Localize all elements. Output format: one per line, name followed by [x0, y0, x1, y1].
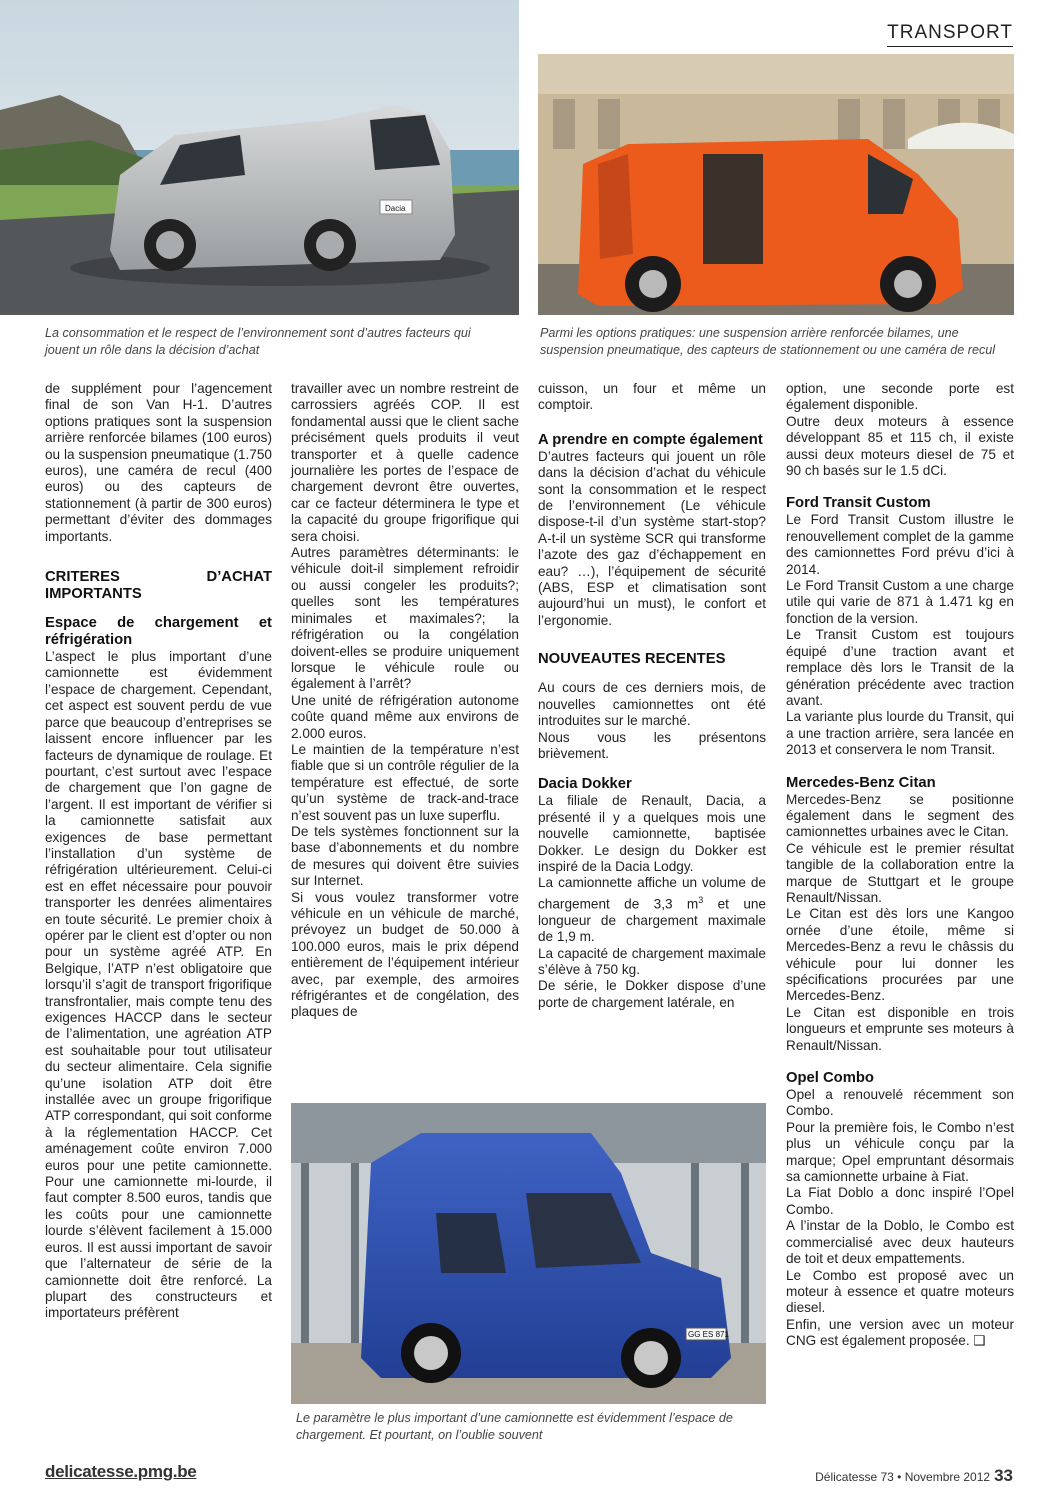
photo-dacia-dokker — [0, 0, 519, 315]
caption-photo1: La consommation et le respect de l’environnement sont d’autres facteurs qui jouent un rôle dans la décision d’achat — [45, 326, 471, 357]
subheading-prendre: A prendre en compte également — [538, 431, 763, 448]
column-1 — [45, 381, 272, 1322]
footer-issue — [815, 1466, 1013, 1486]
paragraph — [786, 1317, 1014, 1350]
paragraph: Au cours de ces derniers mois, de nouvelles camionnettes ont été introduites sur le marché. — [538, 680, 766, 729]
paragraph: L’aspect le plus important d’une camionnette est évidemment l’espace de chargement. Cependant, cet aspect est souvent perdu de vue parce que beaucoup d’entreprises se laissent encore influencer par les facteurs de dynamique de roulage. Et pourtant, c’est surtout avec l’espace de chargement que l’on gagne de l’argent. Il est important de vérifier si la camionnette satisfait aux exigences de base permettant l’installation d’un système de réfrigération ultérieurement. Celui-ci est en effet nécessaire pour pouvoir transporter les denrées alimentaires en toute sécurité. Le premier choix à opérer par le client est d’opter ou non pour un système agréé ATP. En Belgique, l’ATP n’est obligatoire que lorsqu’il s’agit de transport frigorifique transfrontalier, mais compte tenu des exigences HACCP dans le secteur de l’alimentation, une agréation ATP est souhaitable pour tout utilisateur du secteur alimentaire. Cela signifie qu’une isolation ATP doit être installée avec un groupe frigorifique ATP correspondant, qui soit conforme à la réglementation HACCP. Cet aménagement coûte environ 7.000 euros pour une petite camionnette. Pour une camionnette mi-lourde, il faut compter 8.500 euros, tandis que les coûts pour une camionnette lourde s’élèvent facilement à 15.000 euros. Il est aussi important de savoir que l’alternateur de série de la camionnette doit être renforcé. La plupart des constructeurs et importateurs préfèrent — [45, 649, 272, 1321]
subheading-ford: Ford Transit Custom — [786, 495, 931, 512]
caption-photo2: Parmi les options pratiques: une suspension arrière renforcée bilames, une suspension pneumatique, des capteurs de stationnement ou une caméra de recul — [540, 326, 996, 357]
column-4 — [786, 381, 1014, 1350]
paragraph: Le Citan est disponible en trois longueurs et emprunte ses moteurs à Renault/Nissan. — [786, 1004, 1014, 1053]
paragraph: Autres paramètres déterminants: le véhicule doit-il simplement refroidir ou aussi congeler les produits?; quelles sont les températures minimales et maximales?; la réfrigération ou la congélation doivent-elles se produire uniquement lorsque le véhicule roule ou également à l’arrêt? — [291, 545, 519, 692]
subheading-espace: Espace de chargement et réfrigération — [45, 615, 272, 649]
paragraph: de supplément pour l’agencement final de son Van H-1. D’autres options pratiques sont la suspension arrière renforcée bilames (100 euros) ou la suspension pneumatique (1.750 euros), une caméra de recul (400 euros) ou des capteurs de stationnement (à partir de 300 euros) permettant d’éviter des dommages importants. — [45, 381, 272, 544]
paragraph: cuisson, un four et même un comptoir. — [538, 381, 766, 413]
subheading-opel: Opel Combo — [786, 1070, 874, 1087]
paragraph: La variante plus lourde du Transit, qui a une traction arrière, sera lancée en 2013 et conservera le nom Transit. — [786, 709, 1014, 758]
van-illustration — [0, 0, 519, 315]
paragraph: Le Citan est dès lors une Kangoo ornée d’une étoile, même si Mercedes-Benz a revu le châssis du véhicule pour lui donner les spécifications procurées par une Mercedes-Benz. — [786, 906, 1014, 1004]
paragraph: Le Transit Custom est toujours équipé d’une traction avant et remplace dès lors le Transit de la génération précédente avec traction avant. — [786, 627, 1014, 708]
subheading-dacia: Dacia Dokker — [538, 776, 632, 793]
paragraph: D’autres facteurs qui jouent un rôle dans la décision d’achat du véhicule sont la consommation et le respect de l’environnement (Le véhicule dispose-t-il d’un système start-stop? A-t-il un système SCR qui transforme l’azote des gaz d’échappement en eau? …), l’équipement de sécurité (ABS, ESP et climatisation sont aujourd’hui un must), le confort et l’ergonomie. — [538, 448, 766, 628]
van-market-illustration — [538, 54, 1014, 315]
text-span: La camionnette affiche un volume de chargement de 3,3 m — [538, 875, 766, 912]
page-number: 33 — [994, 1466, 1013, 1485]
paragraph: Nous vous les présentons brièvement. — [538, 729, 766, 761]
paragraph: Si vous voulez transformer votre véhicule en un véhicule de marché, prévoyez un budget de 50.000 à 100.000 euros, mais le prix dépend entièrement de l’équipement intérieur avec, par exemple, des armoires réfrigérantes et de congélation, des plaques de — [291, 889, 519, 1020]
license-plate: GG ES 871 — [688, 1330, 729, 1339]
paragraph: Outre deux moteurs à essence développant 85 et 115 ch, il existe aussi deux moteurs diesel de 75 et 90 ch basés sur le 1.5 dCi. — [786, 413, 1014, 479]
heading-criteres: CRITERES D’ACHAT IMPORTANTS — [45, 569, 272, 603]
paragraph: Une unité de réfrigération autonome coûte quand même aux environs de 2.000 euros. — [291, 692, 519, 741]
issue-info: Délicatesse 73 • Novembre 2012 — [815, 1470, 991, 1484]
caption-photo3: Le paramètre le plus important d’une camionnette est évidemment l’espace de chargement. Et pourtant, on l’oublie souvent — [296, 1411, 733, 1442]
paragraph: La Fiat Doblo a donc inspiré l’Opel Combo. — [786, 1185, 1014, 1217]
photo-orange-van — [538, 54, 1014, 315]
section-tag: TRANSPORT — [887, 22, 1013, 47]
column-3 — [538, 381, 766, 1011]
opel-van-illustration — [291, 1103, 766, 1404]
column-2 — [291, 381, 519, 1021]
paragraph: De série, le Dokker dispose d’une porte de chargement latérale, en — [538, 978, 766, 1010]
paragraph: Opel a renouvelé récemment son Combo. — [786, 1087, 1014, 1119]
text-span: Enfin, une version avec un moteur CNG est également proposée. — [786, 1316, 1014, 1349]
paragraph: Ce véhicule est le premier résultat tangible de la collaboration entre la marque de Stuttgart et le groupe Renault/Nissan. — [786, 840, 1014, 905]
text-span: et une longueur de chargement maximale de 1,9 m. — [538, 896, 766, 945]
paragraph: Le Combo est proposé avec un moteur à essence et quatre moteurs diesel. — [786, 1267, 1014, 1316]
paragraph — [538, 875, 766, 945]
paragraph: De tels systèmes fonctionnent sur la base d’abonnements et du nombre de mesures qui doivent être suivies sur Internet. — [291, 823, 519, 889]
subheading-mercedes: Mercedes-Benz Citan — [786, 774, 936, 791]
paragraph: Le Ford Transit Custom a une charge utile qui varie de 871 à 1.471 kg en fonction de la version. — [786, 578, 1014, 626]
paragraph: A l’instar de la Doblo, le Combo est commercialisé avec deux hauteurs de toit et deux empattements. — [786, 1218, 1014, 1267]
paragraph: Pour la première fois, le Combo n’est plus un véhicule conçu par la marque; Opel empruntant désormais sa camionnette urbaine à Fiat. — [786, 1119, 1014, 1185]
paragraph: travailler avec un nombre restreint de carrossiers agréés COP. Il est fondamental aussi que le client sache précisément quels produits il veut transporter et à quelle cadence journalière les portes de l’espace de chargement devront être ouvertes, car ce facteur déterminera le type et la capacité du groupe frigorifique qui sera choisi. — [291, 381, 519, 544]
paragraph: Le Ford Transit Custom illustre le renouvellement complet de la gamme des camionnettes Ford prévu d’ici à 2014. — [786, 512, 1014, 577]
superscript: 3 — [698, 894, 704, 905]
paragraph: La filiale de Renault, Dacia, a présenté il y a quelques mois une nouvelle camionnette, baptisée Dokker. Le design du Dokker est inspiré de la Dacia Lodgy. — [538, 793, 766, 874]
heading-nouveautes: NOUVEAUTES RECENTES — [538, 651, 726, 668]
paragraph: Mercedes-Benz se positionne également dans le segment des camionnettes urbaines avec le Citan. — [786, 791, 1014, 840]
paragraph: La capacité de chargement maximale s’élève à 750 kg. — [538, 945, 766, 977]
paragraph: option, une seconde porte est également disponible. — [786, 381, 1014, 413]
photo-opel-combo — [291, 1103, 766, 1404]
paragraph: Le maintien de la température n’est fiable que si un contrôle régulier de la température est effectué, de sorte qu’un système de track-and-trace n’est souvent pas un luxe superflu. — [291, 741, 519, 823]
footer-website-link[interactable]: delicatesse.pmg.be — [45, 1462, 197, 1481]
end-mark-icon: ❑ — [973, 1333, 986, 1349]
license-plate: Dacia — [385, 204, 406, 213]
